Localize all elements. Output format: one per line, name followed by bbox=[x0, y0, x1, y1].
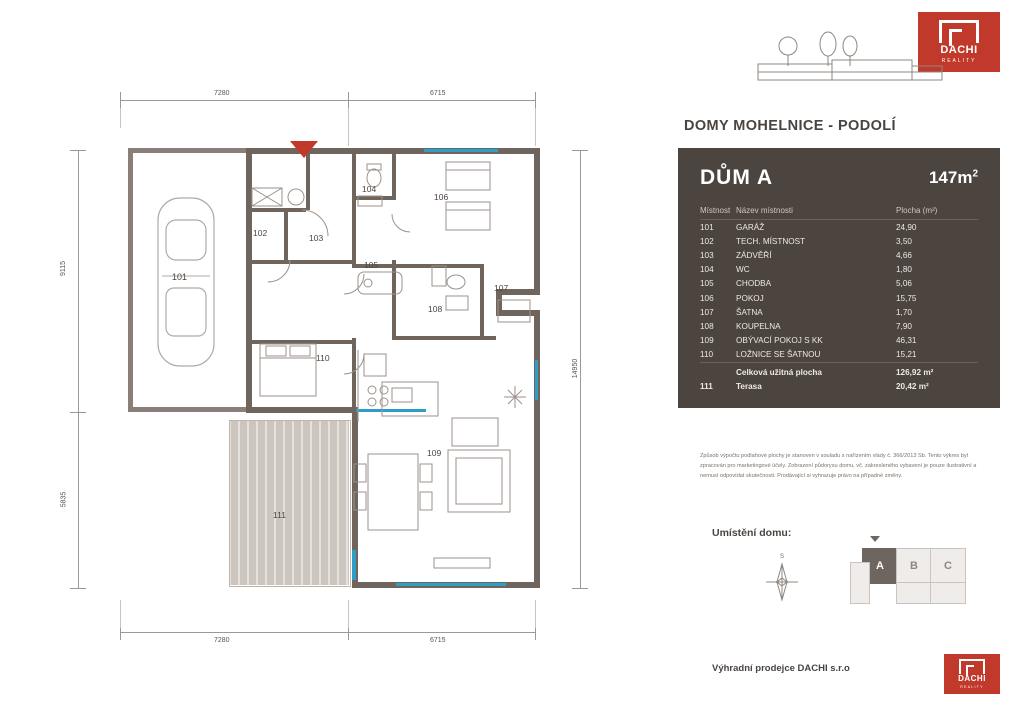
guide bbox=[348, 600, 349, 628]
room-label-111: 111 bbox=[273, 510, 286, 520]
room-label-104: 104 bbox=[362, 184, 377, 194]
cell-area: 5,06 bbox=[896, 279, 912, 289]
site-plot-b[interactable]: B bbox=[896, 548, 932, 584]
window bbox=[424, 149, 498, 152]
cell-num: 106 bbox=[700, 293, 714, 303]
cell-name: LOŽNICE SE ŠATNOU bbox=[736, 350, 821, 360]
cell-name: POKOJ bbox=[736, 293, 764, 303]
cell-area: 15,21 bbox=[896, 350, 917, 360]
cell-name: KOUPELNA bbox=[736, 321, 781, 331]
table-row bbox=[700, 263, 978, 277]
cell-area: 3,50 bbox=[896, 236, 912, 246]
dim-line-top bbox=[120, 100, 535, 101]
dim-tick bbox=[120, 92, 121, 108]
table-row bbox=[700, 319, 978, 333]
header-room-area: Plocha (m²) bbox=[896, 206, 978, 220]
cell-area: 20,42 m² bbox=[896, 382, 929, 392]
table-row bbox=[700, 305, 978, 319]
cell-area: 46,31 bbox=[896, 336, 917, 346]
room-label-108: 108 bbox=[428, 304, 443, 314]
disclaimer-text: Způsob výpočtu podlahové plochy je stanoven v souladu s nařízením vlády č. 366/2013 Sb. Tento výkres byl zpracován pro marketingové účely. Zobrazení půdorysu domu, vč. zakresleného vybavení je pouze ilustrativní a nemusí odpovídat skutečnosti. Prodávající si vyhrazuje právo na případné změny. bbox=[700, 453, 977, 479]
dachi-mark-icon bbox=[959, 659, 985, 674]
cell-area: 4,66 bbox=[896, 250, 912, 260]
dim-left-lower: 5835 bbox=[60, 491, 68, 508]
room-label-103: 103 bbox=[309, 233, 324, 243]
dim-tick bbox=[535, 92, 536, 108]
cell-name: Terasa bbox=[736, 382, 762, 392]
cell-area: 24,90 bbox=[896, 222, 917, 232]
room-label-109: 109 bbox=[427, 448, 442, 458]
header-room-number: Místnost bbox=[700, 206, 736, 220]
table-row bbox=[700, 220, 978, 235]
dim-top-right: 6715 bbox=[430, 90, 446, 97]
cell-name: WC bbox=[736, 265, 750, 275]
wall bbox=[128, 148, 133, 412]
logo-sub: REALITY bbox=[960, 685, 984, 689]
cell-num: 104 bbox=[700, 265, 714, 275]
site-plot-c[interactable]: C bbox=[930, 548, 966, 584]
wall bbox=[128, 407, 246, 412]
room-label-107: 107 bbox=[494, 283, 509, 293]
cell-name: CHODBA bbox=[736, 279, 772, 289]
cell-area: 126,92 m² bbox=[896, 362, 978, 379]
furniture-layer bbox=[246, 154, 540, 588]
site-extra-plot bbox=[930, 582, 966, 604]
table-row bbox=[700, 334, 978, 348]
dim-tick bbox=[70, 588, 86, 589]
cell-area: 7,90 bbox=[896, 321, 912, 331]
cell-name: GARÁŽ bbox=[736, 222, 765, 232]
room-label-101: 101 bbox=[172, 272, 188, 282]
dim-tick bbox=[572, 588, 588, 589]
svg-text:S: S bbox=[779, 554, 785, 560]
dim-top-left: 7280 bbox=[214, 90, 230, 97]
header-room-name: Název místnosti bbox=[736, 206, 896, 220]
dim-bottom-left: 7280 bbox=[214, 637, 230, 644]
dachi-logo-footer bbox=[944, 654, 1000, 694]
site-map bbox=[848, 536, 970, 608]
dim-tick bbox=[348, 92, 349, 108]
table-row bbox=[700, 234, 978, 248]
cell-num: 110 bbox=[700, 350, 714, 360]
site-extra-plot bbox=[896, 582, 932, 604]
room-label-106: 106 bbox=[434, 192, 449, 202]
footer-text: Výhradní prodejce DACHI s.r.o bbox=[712, 663, 850, 674]
cell-num: 101 bbox=[700, 222, 714, 232]
house-info-panel bbox=[678, 148, 1000, 408]
cell-name: ŠATNA bbox=[736, 307, 763, 317]
cell-name: ZÁDVĚŘÍ bbox=[736, 250, 772, 260]
rooms-table bbox=[700, 206, 978, 394]
cell-num bbox=[700, 362, 736, 379]
dim-line-bottom bbox=[120, 632, 535, 633]
guide bbox=[535, 108, 536, 146]
logo-name: DACHI bbox=[940, 44, 978, 56]
placement-label: Umístění domu: bbox=[712, 527, 792, 539]
cell-num: 107 bbox=[700, 307, 714, 317]
cell-name: Celková užitná plocha bbox=[736, 362, 896, 379]
house-area: $147m^2$ bbox=[928, 168, 978, 187]
cell-num: 105 bbox=[700, 279, 714, 289]
guide bbox=[120, 108, 121, 128]
dim-left-upper: 9115 bbox=[60, 260, 68, 277]
cell-num: 103 bbox=[700, 250, 714, 260]
guide bbox=[120, 600, 121, 628]
dim-right-total: 14950 bbox=[572, 358, 580, 379]
table-row-total bbox=[700, 362, 978, 379]
house-area-unit: m bbox=[957, 168, 973, 187]
table-row-terrace bbox=[700, 379, 978, 393]
guide bbox=[535, 600, 536, 628]
table-row bbox=[700, 348, 978, 363]
house-area-value: 147 bbox=[928, 168, 958, 187]
cell-num: 102 bbox=[700, 236, 714, 246]
house-name: DŮM A bbox=[700, 166, 774, 189]
cell-name: OBÝVACÍ POKOJ S KK bbox=[736, 336, 823, 346]
dim-tick bbox=[70, 150, 86, 151]
site-plot-a[interactable]: A bbox=[862, 548, 898, 584]
cell-name: TECH. MÍSTNOST bbox=[736, 236, 806, 246]
cell-num: 108 bbox=[700, 321, 714, 331]
guide bbox=[348, 108, 349, 146]
site-marker-icon bbox=[870, 536, 880, 542]
dim-tick bbox=[572, 150, 588, 151]
cell-area: 1,70 bbox=[896, 307, 912, 317]
car-icon bbox=[152, 192, 220, 372]
room-label-110: 110 bbox=[316, 353, 330, 363]
house-sketch-icon bbox=[750, 30, 950, 86]
room-label-102: 102 bbox=[253, 228, 268, 238]
wall bbox=[128, 148, 246, 153]
logo-name: DACHI bbox=[958, 674, 986, 683]
room-label-105: 105 bbox=[364, 260, 379, 270]
cell-num: 109 bbox=[700, 336, 714, 346]
table-header-row bbox=[700, 206, 978, 220]
dim-line-right bbox=[580, 150, 581, 588]
compass-icon bbox=[760, 548, 804, 604]
table-row bbox=[700, 248, 978, 262]
dim-line-left-upper bbox=[78, 150, 79, 412]
dim-bottom-right: 6715 bbox=[430, 637, 446, 644]
cell-area: 15,75 bbox=[896, 293, 917, 303]
dim-line-left-lower bbox=[78, 412, 79, 588]
project-title: DOMY MOHELNICE - PODOLÍ bbox=[684, 118, 896, 134]
site-extra-plot bbox=[850, 562, 870, 604]
table-row bbox=[700, 291, 978, 305]
cell-area: 1,80 bbox=[896, 265, 912, 275]
cell-num: 111 bbox=[700, 382, 713, 392]
logo-sub: REALITY bbox=[941, 58, 977, 64]
table-row bbox=[700, 277, 978, 291]
